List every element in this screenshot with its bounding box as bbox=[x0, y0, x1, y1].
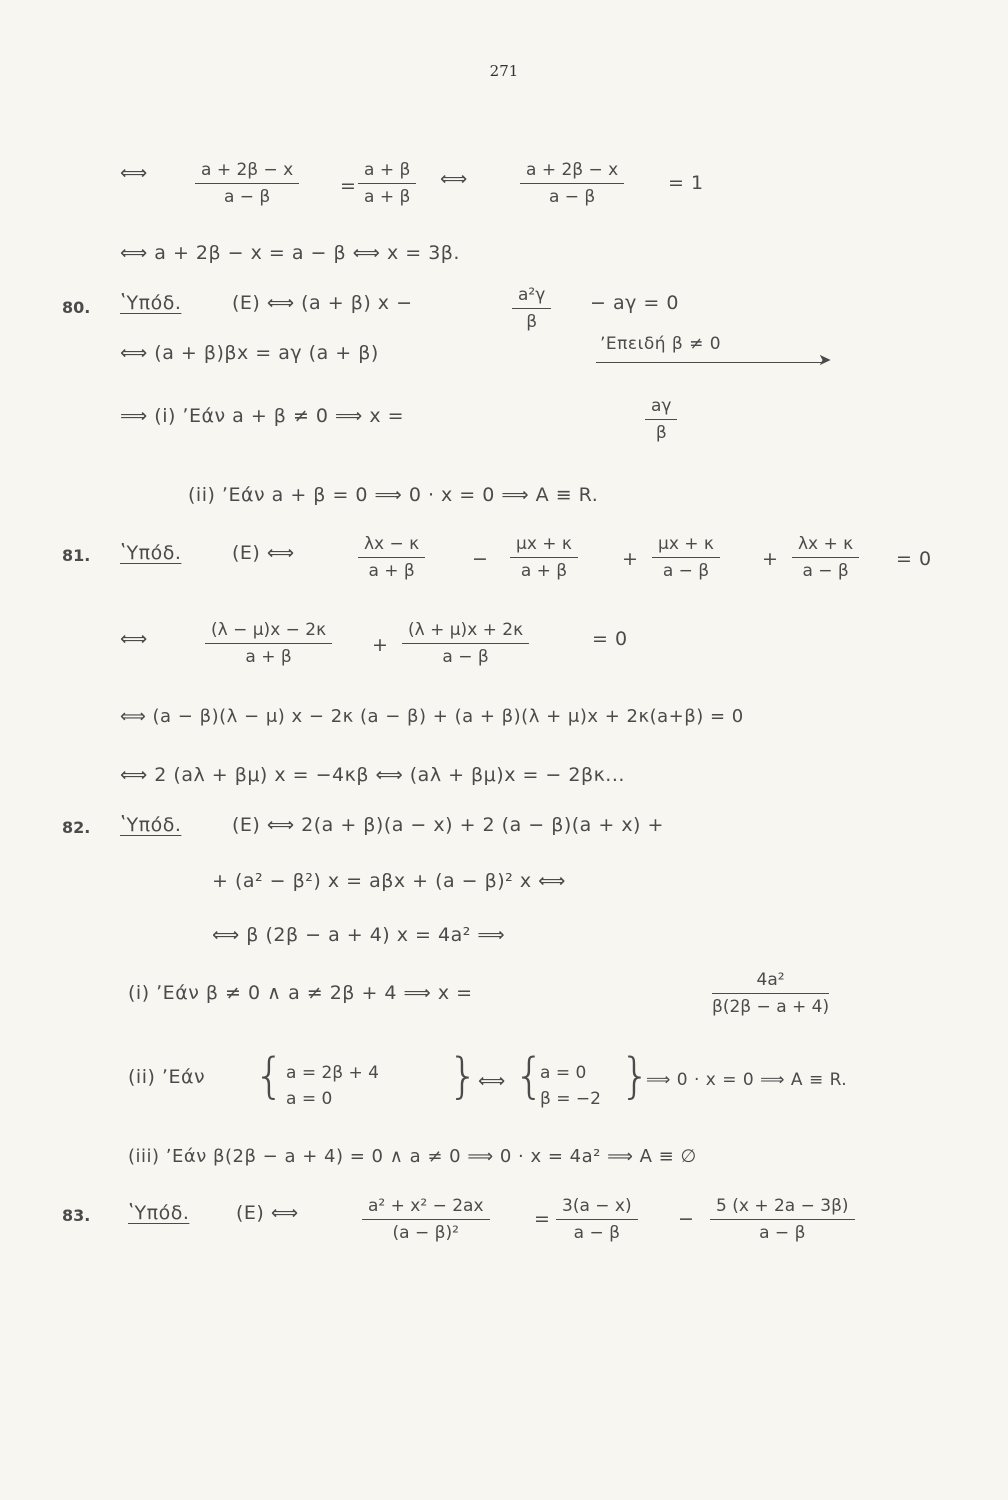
condition-label: ʼΕπειδή β ≠ 0 bbox=[600, 334, 722, 354]
numerator: μx + κ bbox=[510, 534, 578, 558]
denominator: a − β bbox=[573, 1223, 620, 1243]
denominator: a + β bbox=[364, 187, 411, 207]
plus-sign: + bbox=[372, 634, 389, 656]
system-line: a = 0 bbox=[540, 1063, 587, 1083]
numerator: aγ bbox=[645, 396, 677, 420]
equation-line: ⟹ 0 · x = 0 ⟹ A ≡ R. bbox=[646, 1070, 848, 1090]
denominator: a − β bbox=[223, 187, 271, 207]
fraction bbox=[512, 285, 551, 332]
equation-line: ⟺ (a + β)βx = aγ (a + β) bbox=[120, 342, 379, 364]
case-label: (ii) ʼΕάν bbox=[128, 1066, 206, 1088]
equation-line: (ii) ʼΕάν a + β = 0 ⟹ 0 · x = 0 ⟹ A ≡ R. bbox=[188, 484, 599, 506]
equation-line: − aγ = 0 bbox=[590, 292, 679, 314]
denominator: β(2β − a + 4) bbox=[712, 997, 830, 1017]
equiv-arrow: ⟺ bbox=[120, 162, 148, 184]
system-line: β = −2 bbox=[540, 1089, 601, 1109]
equation-line: ⟺ a + 2β − x = a − β ⟺ x = 3β. bbox=[120, 242, 460, 264]
equiv-arrow: ⟺ bbox=[440, 168, 468, 190]
hint-label: ʽΥπόδ. bbox=[120, 814, 182, 836]
problem-number: 81. bbox=[62, 546, 91, 565]
fraction bbox=[712, 970, 829, 1017]
minus-sign: − bbox=[678, 1208, 695, 1230]
numerator: λx + κ bbox=[792, 534, 859, 558]
numerator: λx − κ bbox=[358, 534, 425, 558]
problem-number: 82. bbox=[62, 818, 91, 837]
equals-zero: = 0 bbox=[896, 548, 932, 570]
equation-line: (iii) ʼΕάν β(2β − a + 4) = 0 ∧ a ≠ 0 ⟹ 0 · x = 4a² ⟹ A ≡ ∅ bbox=[128, 1146, 697, 1167]
equation-line: + (a² − β²) x = aβx + (a − β)² x ⟺ bbox=[212, 870, 566, 892]
equation-line: (Ε) ⟺ 2(a + β)(a − x) + 2 (a − β)(a + x) + bbox=[232, 814, 664, 836]
denominator: a − β bbox=[802, 561, 849, 581]
equiv-arrow: ⟺ bbox=[478, 1070, 506, 1092]
denominator: β bbox=[526, 312, 538, 332]
system-line: a = 2β + 4 bbox=[286, 1063, 380, 1083]
fraction bbox=[520, 160, 624, 207]
denominator: a − β bbox=[442, 647, 489, 667]
numerator: 5 (x + 2a − 3β) bbox=[710, 1196, 855, 1220]
equals-sign: = bbox=[340, 175, 357, 197]
right-brace-icon: } bbox=[620, 1048, 651, 1104]
denominator: a + β bbox=[368, 561, 415, 581]
numerator: a² + x² − 2ax bbox=[362, 1196, 490, 1220]
arrow-head-icon: ➤ bbox=[818, 350, 832, 369]
equation-line: ⟺ β (2β − a + 4) x = 4a² ⟹ bbox=[212, 924, 506, 946]
fraction bbox=[652, 534, 720, 581]
equals-zero: = 0 bbox=[592, 628, 628, 650]
equation-line: (Ε) ⟺ bbox=[232, 542, 295, 564]
denominator: (a − β)² bbox=[392, 1223, 459, 1243]
equation-line: (Ε) ⟺ (a + β) x − bbox=[232, 292, 413, 314]
denominator: a − β bbox=[759, 1223, 806, 1243]
equation-line: ⟺ 2 (aλ + βμ) x = −4κβ ⟺ (aλ + βμ)x = − 2βκ... bbox=[120, 764, 625, 786]
numerator: a + 2β − x bbox=[520, 160, 624, 184]
equation-line: (Ε) ⟺ bbox=[236, 1202, 299, 1224]
fraction bbox=[362, 1196, 490, 1243]
denominator: a − β bbox=[548, 187, 596, 207]
fraction bbox=[792, 534, 859, 581]
minus-sign: − bbox=[472, 548, 489, 570]
hint-label: ʽΥπόδ. bbox=[120, 292, 182, 314]
equation-system bbox=[286, 1060, 379, 1112]
numerator: a²γ bbox=[512, 285, 551, 309]
denominator: a + β bbox=[520, 561, 568, 581]
hint-label: ʽΥπόδ. bbox=[128, 1202, 190, 1224]
page-number: 271 bbox=[489, 62, 519, 80]
fraction bbox=[195, 160, 299, 207]
hint-label: ʽΥπόδ. bbox=[120, 542, 182, 564]
left-brace-icon: { bbox=[514, 1048, 545, 1104]
long-arrow-shaft bbox=[596, 362, 822, 363]
problem-number: 83. bbox=[62, 1206, 91, 1225]
fraction bbox=[402, 620, 529, 667]
problem-number: 80. bbox=[62, 298, 91, 317]
fraction bbox=[510, 534, 578, 581]
left-brace-icon: { bbox=[254, 1048, 285, 1104]
equiv-arrow: ⟺ bbox=[120, 628, 148, 650]
equals-sign: = bbox=[534, 1208, 551, 1230]
fraction bbox=[205, 620, 332, 667]
numerator: 3(a − x) bbox=[556, 1196, 638, 1220]
plus-sign: + bbox=[762, 548, 779, 570]
equation-line: ⟹ (i) ʼΕάν a + β ≠ 0 ⟹ x = bbox=[120, 405, 405, 427]
fraction bbox=[710, 1196, 855, 1243]
right-brace-icon: } bbox=[448, 1048, 479, 1104]
numerator: 4a² bbox=[712, 970, 829, 994]
denominator: a + β bbox=[245, 647, 292, 667]
fraction bbox=[358, 160, 416, 207]
numerator: (λ − μ)x − 2κ bbox=[205, 620, 332, 644]
fraction bbox=[358, 534, 425, 581]
fraction bbox=[556, 1196, 638, 1243]
fraction bbox=[645, 396, 677, 443]
denominator: β bbox=[655, 423, 667, 443]
equation-line: (i) ʼΕάν β ≠ 0 ∧ a ≠ 2β + 4 ⟹ x = bbox=[128, 982, 473, 1004]
plus-sign: + bbox=[622, 548, 639, 570]
numerator: a + β bbox=[358, 160, 416, 184]
numerator: a + 2β − x bbox=[195, 160, 299, 184]
equation-line: ⟺ (a − β)(λ − μ) x − 2κ (a − β) + (a + β)(λ + μ)x + 2κ(a+β) = 0 bbox=[120, 706, 744, 727]
system-line: a = 0 bbox=[286, 1089, 333, 1109]
denominator: a − β bbox=[662, 561, 710, 581]
numerator: (λ + μ)x + 2κ bbox=[402, 620, 529, 644]
equation-system bbox=[540, 1060, 601, 1112]
equals-one: = 1 bbox=[668, 172, 704, 194]
numerator: μx + κ bbox=[652, 534, 720, 558]
